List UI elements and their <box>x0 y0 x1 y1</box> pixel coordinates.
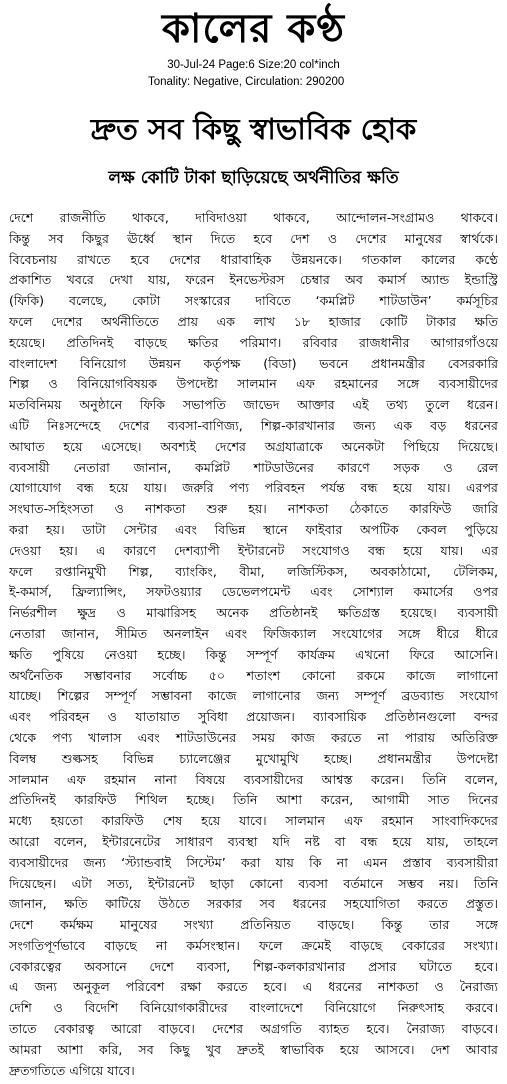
article-line: প্রতিদিনই কারফিউ শিথিল হচ্ছে। তিনি আশা করেন, আগামী সাত দিনের <box>9 792 498 808</box>
article-line: আরো বলেন, ইন্টারনেটের সাধারণ ব্যবস্থা যদি নষ্ট বা বন্ধ হয়ে যায়, তাহলে <box>9 833 498 849</box>
article-line: শিল্প ও বিনিয়োগবিষয়ক উপদেষ্টা সালমান এফ রহমানের সঙ্গে ব্যবসায়ীদের <box>9 376 498 392</box>
headline: দ্রুত সব কিছু স্বাভাবিক হোক <box>90 112 417 146</box>
newspaper-logo: কালের কণ্ঠ <box>161 5 346 52</box>
article-line: যোগাযোগ বন্ধ হয়ে যায়। জরুরি পণ্য পরিবহন পর্যন্ত বন্ধ হয়ে যায়। এরপর <box>9 480 498 496</box>
article-line: ফলে রপ্তানিমুখী শিল্প, ব্যাংকিং, বীমা, লজিস্টিকস, অবকাঠামো, টেলিকম, <box>9 563 498 579</box>
clipping-meta-date-page: 30-Jul-24 Page:6 Size:20 col*inch <box>167 59 340 71</box>
article-line: থেকে পণ্য খালাস এবং শাটডাউনের সময় কাজ করতে না পারায় অতিরিক্ত <box>9 729 498 745</box>
article-line: দেওয়া হয়। এ কারণে দেশব্যাপী ইন্টারনেট সংযোগও বন্ধ হয়ে যায়। এর <box>9 542 498 558</box>
article-line: দিয়েছেন। এটা সত্য, ইন্টারনেট ছাড়া কোনো ব্যবসা বর্তমানে সম্ভব নয়। তিনি <box>9 875 498 891</box>
article-line: দেশে রাজনীতি থাকবে, দাবিদাওয়া থাকবে, আন্দোলন-সংগ্রামও থাকবে। <box>9 210 498 225</box>
article-line: তাতে বেকারত্ব আরো বাড়বে। দেশের অগ্রগতি ব্যাহত হবে। নৈরাজ্য বাড়বে। <box>9 1021 498 1037</box>
article-line: ব্যবসায়ীদের জন্য ‘স্ট্যান্ডবাই সিস্টেম’ করা যায় কি না এমন প্রস্তাব ব্যবসায়ীরা <box>9 854 498 870</box>
article-line: (ফিকি) বলেছে, কোটা সংস্কারের দাবিতে ‘কমপ্লিট শাটডাউন’ কর্মসূচির <box>9 293 498 309</box>
article-line: দেশে কর্মক্ষম মানুষের সংখ্যা প্রতিনিয়ত বাড়ছে। কিন্তু তার সঙ্গে <box>9 917 498 933</box>
article-line: নির্ভরশীল ক্ষুদ্র ও মাঝারিসহ অনেক প্রতিষ্ঠানই ক্ষতিগ্রস্ত হয়েছে। ব্যবসায়ী <box>9 605 498 621</box>
article-line: ফলে দেশের অর্থনীতিতে প্রায় এক লাখ ১৮ হাজার কোটি টাকার ক্ষতি <box>9 313 498 329</box>
article-line: হয়েছে। প্রতিদিনই বাড়ছে ক্ষতির পরিমাণ। রবিবার রাজধানীর আগারগাঁওয়ে <box>9 334 498 350</box>
article-line: করা হয়। ডাটা সেন্টার এবং বিভিন্ন স্থানে ফাইবার অপটিক কেবল পুড়িয়ে <box>9 521 498 537</box>
article-line: ই-কমার্স, ফ্রিল্যান্সিং, সফটওয়্যার ডেভেলপমেন্ট এবং সোশ্যাল কমার্সের ওপর <box>9 584 498 600</box>
article-line: দ্রুতগতিতে এগিয়ে যাবে। <box>9 1062 135 1078</box>
article-line: এটি নিঃসন্দেহে দেশের ব্যবসা-বাণিজ্য, শিল্প-কারখানার জন্য এক বড় ধরনের <box>9 417 498 433</box>
article-line: সংঘাত-সহিংসতা ও নাশকতা শুরু হয়। নাশকতা ঠেকাতে কারফিউ জারি <box>9 501 498 517</box>
article-line: ক্ষতি পুষিয়ে নেওয়া হচ্ছে। কিন্তু সম্পূর্ণ কার্যক্রম এখনো ফিরে আসেনি। <box>9 646 498 662</box>
article-line: বিবেচনায় রাখতে হবে দেশের ধারাবাহিক উন্নয়নকে। গতকাল কালের কণ্ঠে <box>9 251 498 267</box>
article-line: আমরা আশা করি, সব কিছু খুব দ্রুতই স্বাভাবিক হয়ে আসবে। দেশ আবার <box>9 1041 498 1057</box>
article-line: অর্থনৈতিক সম্ভাবনার সর্বোচ্চ ৫০ শতাংশ কোনো রকমে কাজে লাগানো <box>9 667 498 683</box>
article-line: মধ্যে হয়তো কারফিউ শেষ হয়ে যাবে। সালমান এফ রহমান সাংবাদিকদের <box>9 813 498 829</box>
masthead <box>0 6 507 52</box>
article-line: মতবিনিময় অনুষ্ঠানে ফিকি সভাপতি জাভেদ আক্তার এই তথ্য তুলে ধরেন। <box>9 397 498 413</box>
clipping-meta-tonality: Tonality: Negative, Circulation: 290200 <box>148 76 345 88</box>
article-line: সালমান এফ রহমান নানা বিষয়ে ব্যবসায়ীদের আশ্বস্ত করেন। তিনি বলেন, <box>9 771 498 787</box>
article-line: যাচ্ছে। শিল্পের সম্পূর্ণ সম্ভাবনা কাজে লাগানোর জন্য সম্পূর্ণ ব্রডব্যান্ড সংযোগ <box>9 688 498 704</box>
subheadline: লক্ষ কোটি টাকা ছাড়িয়েছে অর্থনীতির ক্ষতি <box>108 168 399 188</box>
article-line: ব্যবসায়ী নেতারা জানান, কমপ্লিট শাটডাউনের কারণে সড়ক ও রেল <box>9 459 498 475</box>
article-line: এ জন্য অনুকূল পরিবেশ রক্ষা করতে হবে। এ ধরনের নাশকতা ও নৈরাজ্য <box>9 979 498 995</box>
article-line: বেকারত্বের অবসানে দেশে ব্যবসা, শিল্প-কলকারখানার প্রসার ঘটাতে হবে। <box>9 958 498 974</box>
article-line: এবং পরিবহন ও যাতায়াত সুবিধা প্রয়োজন। ব্যাবসায়িক প্রতিষ্ঠানগুলো বন্দর <box>9 709 498 725</box>
article-line: আঘাত হয়ে এসেছে। অবশ্যই দেশের অগ্রযাত্রাকে অনেকটা পিছিয়ে দিয়েছে। <box>9 438 498 454</box>
article-line: জানান, ক্ষতি কাটিয়ে উঠতে সরকার সব ধরনের সহযোগিতা করতে প্রস্তুত। <box>9 896 498 912</box>
article-line: প্রকাশিত খবরে দেখা যায়, ফরেন ইনভেস্টরস চেম্বার অব কমার্স অ্যান্ড ইন্ডাস্ট্রি <box>9 272 498 288</box>
article-line: দেশি ও বিদেশি বিনিয়োগকারীদের বাংলাদেশে বিনিয়োগে নিরুৎসাহ করবে। <box>9 1000 498 1016</box>
article-body <box>9 208 498 1081</box>
article-line: বাংলাদেশ বিনিয়োগ উন্নয়ন কর্তৃপক্ষ (বিডা) ভবনে প্রধানমন্ত্রীর বেসরকারি <box>9 355 498 371</box>
article-line: সংগতিপূর্ণভাবে বাড়ছে না কর্মসংস্থান। ফলে ক্রমেই বাড়ছে বেকারের সংখ্যা। <box>9 937 498 953</box>
article-line: কিন্তু সব কিছুর ঊর্ধ্বে স্থান দিতে হবে দেশ ও দেশের মানুষের স্বার্থকে। <box>9 230 498 246</box>
article-line: বিলম্ব শুল্কসহ বিভিন্ন চ্যালেঞ্জের মুখোমুখি হচ্ছে। প্রধানমন্ত্রীর উপদেষ্টা <box>9 750 498 766</box>
article-line: নেতারা জানান, সীমিত অনলাইন এবং ফিজিক্যাল সংযোগের সঙ্গে ধীরে ধীরে <box>9 625 498 641</box>
